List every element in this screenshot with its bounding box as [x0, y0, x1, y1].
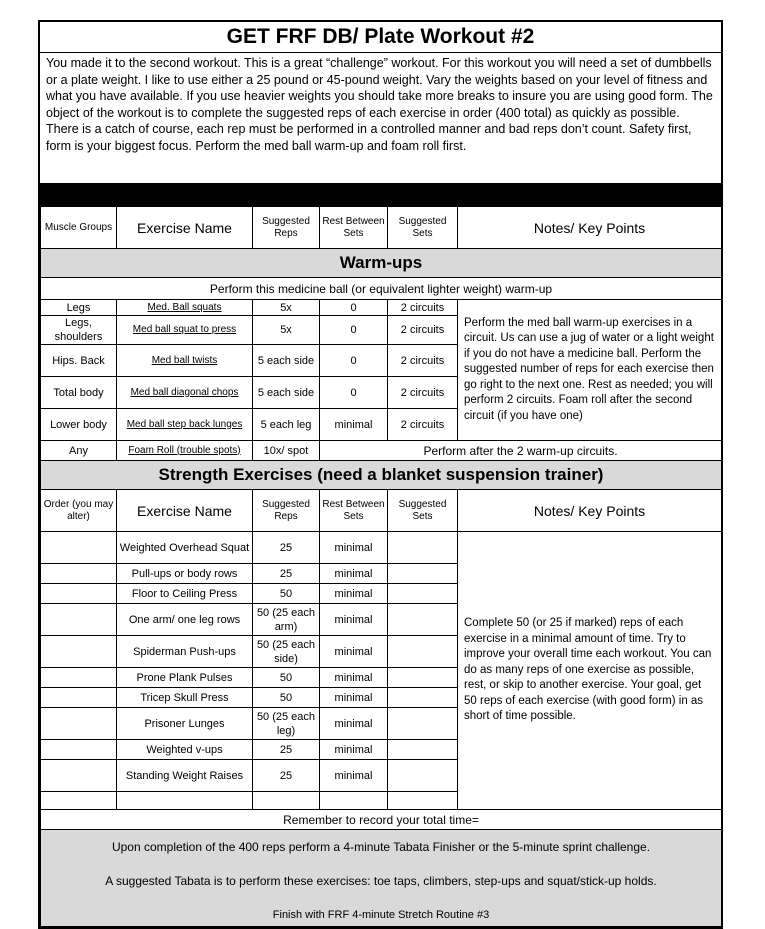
header-suggested-sets: Suggested Sets [388, 490, 458, 532]
sets [388, 792, 458, 810]
exercise-name: One arm/ one leg rows [117, 604, 253, 636]
workout-document [38, 20, 723, 929]
warmups-subtitle: Perform this medicine ball (or equivalent lighter weight) warm-up [41, 278, 722, 300]
rest: minimal [320, 636, 388, 668]
muscle-group: Legs [41, 300, 117, 316]
reps: 10x/ spot [253, 441, 320, 461]
black-divider-bar [40, 184, 721, 206]
header-notes: Notes/ Key Points [458, 207, 722, 249]
strength-row [41, 532, 722, 564]
reps: 50 [253, 668, 320, 688]
sets [388, 604, 458, 636]
rest [320, 792, 388, 810]
reps: 50 (25 each side) [253, 636, 320, 668]
exercise-name: Floor to Ceiling Press [117, 584, 253, 604]
rest: minimal [320, 688, 388, 708]
header-notes: Notes/ Key Points [458, 490, 722, 532]
exercise-name: Weighted v-ups [117, 740, 253, 760]
exercise-name: Pull-ups or body rows [117, 564, 253, 584]
sets: 2 circuits [388, 345, 458, 377]
record-time-line: Remember to record your total time= [41, 810, 722, 830]
header-suggested-sets: Suggested Sets [388, 207, 458, 249]
order-cell [41, 584, 117, 604]
warmup-header-row [41, 207, 722, 249]
footer-line-1: Upon completion of the 400 reps perform a 4-minute Tabata Finisher or the 5-minute sprint challenge. [111, 840, 651, 854]
rest: minimal [320, 532, 388, 564]
rest: 0 [320, 316, 388, 345]
header-muscle-groups: Muscle Groups [41, 207, 117, 249]
header-order: Order (you may alter) [41, 490, 117, 532]
order-cell [41, 604, 117, 636]
footer-line-2: A suggested Tabata is to perform these exercises: toe taps, climbers, step-ups and squat/stick-up holds. [105, 874, 657, 888]
rest: minimal [320, 760, 388, 792]
sets: 2 circuits [388, 300, 458, 316]
exercise-name: Prisoner Lunges [117, 708, 253, 740]
strength-section-title: Strength Exercises (need a blanket suspension trainer) [41, 461, 722, 490]
workout-table [40, 206, 722, 927]
page-title: GET FRF DB/ Plate Workout #2 [40, 22, 721, 53]
exercise-link[interactable]: Foam Roll (trouble spots) [117, 441, 253, 461]
rest: minimal [320, 708, 388, 740]
warmup-notes: Perform the med ball warm-up exercises in a circuit. Us can use a jug of water or a light weight if you do not have a medicine ball. Perform the suggested number of reps for each exercise then go right to the next one. Rest as needed; you will perform 2 circuits. Foam roll after the second circuit (if you have one) [458, 300, 722, 441]
intro-paragraph: You made it to the second workout. This is a great “challenge” workout. For this workout you will need a set of dumbbells or a plate weight. I like to use either a 25 pound or 45-pound weight. Vary the weights based on your level of fitness and what you have available. If you use heavier weights you should take more breaks to insure you are using good form. The object of the workout is to complete the suggested reps of each exercise in order (400 total) as quickly as possible. There is a catch of course, each rep must be performed in a controlled manner and bad reps don’t count. Safety first, form is your biggest focus. Perform the med ball warm-up and foam roll first. [40, 53, 721, 184]
sets [388, 760, 458, 792]
order-cell [41, 668, 117, 688]
rest: minimal [320, 409, 388, 441]
warmup-row [41, 300, 722, 316]
sets: 2 circuits [388, 316, 458, 345]
foam-roll-row [41, 441, 722, 461]
reps: 50 (25 each arm) [253, 604, 320, 636]
muscle-group: Any [41, 441, 117, 461]
sets [388, 688, 458, 708]
reps: 25 [253, 564, 320, 584]
order-cell [41, 564, 117, 584]
rest: minimal [320, 564, 388, 584]
header-exercise-name: Exercise Name [117, 207, 253, 249]
sets [388, 532, 458, 564]
footer-line-3: Finish with FRF 4-minute Stretch Routine #3 [272, 909, 490, 921]
header-rest-between-sets: Rest Between Sets [320, 490, 388, 532]
sets [388, 584, 458, 604]
strength-header-row [41, 490, 722, 532]
muscle-group: Legs, shoulders [41, 316, 117, 345]
foam-roll-note: Perform after the 2 warm-up circuits. [320, 441, 722, 461]
exercise-link[interactable]: Med ball squat to press [117, 316, 253, 345]
sets: 2 circuits [388, 377, 458, 409]
exercise-link[interactable]: Med ball twists [117, 345, 253, 377]
exercise-link[interactable]: Med. Ball squats [117, 300, 253, 316]
reps: 25 [253, 760, 320, 792]
rest: minimal [320, 740, 388, 760]
rest: minimal [320, 604, 388, 636]
sets [388, 636, 458, 668]
exercise-link[interactable]: Med ball step back lunges [117, 409, 253, 441]
header-rest-between-sets: Rest Between Sets [320, 207, 388, 249]
reps: 5 each side [253, 377, 320, 409]
header-suggested-reps: Suggested Reps [253, 490, 320, 532]
order-cell [41, 688, 117, 708]
order-cell [41, 760, 117, 792]
rest: 0 [320, 300, 388, 316]
order-cell [41, 792, 117, 810]
exercise-name: Tricep Skull Press [117, 688, 253, 708]
muscle-group: Total body [41, 377, 117, 409]
header-suggested-reps: Suggested Reps [253, 207, 320, 249]
reps: 50 [253, 688, 320, 708]
header-exercise-name: Exercise Name [117, 490, 253, 532]
order-cell [41, 740, 117, 760]
sets: 2 circuits [388, 409, 458, 441]
sets [388, 708, 458, 740]
exercise-name: Prone Plank Pulses [117, 668, 253, 688]
exercise-name: Weighted Overhead Squat [117, 532, 253, 564]
reps: 5 each leg [253, 409, 320, 441]
order-cell [41, 532, 117, 564]
reps: 5x [253, 300, 320, 316]
strength-notes: Complete 50 (or 25 if marked) reps of each exercise in a minimal amount of time. Try to improve your overall time each workout. You can do as many reps of one exercise as possible, rest, or skip to another exercise. Your goal, get 50 reps of each exercise (with good form) in as short of time possible. [458, 532, 722, 810]
muscle-group: Hips. Back [41, 345, 117, 377]
reps: 5x [253, 316, 320, 345]
rest: minimal [320, 668, 388, 688]
reps: 25 [253, 532, 320, 564]
reps: 50 [253, 584, 320, 604]
exercise-link[interactable]: Med ball diagonal chops [117, 377, 253, 409]
reps: 25 [253, 740, 320, 760]
order-cell [41, 636, 117, 668]
reps: 5 each side [253, 345, 320, 377]
rest: 0 [320, 345, 388, 377]
footer-box [41, 830, 722, 927]
sets [388, 668, 458, 688]
reps: 50 (25 each leg) [253, 708, 320, 740]
rest: minimal [320, 584, 388, 604]
sets [388, 564, 458, 584]
sets [388, 740, 458, 760]
order-cell [41, 708, 117, 740]
rest: 0 [320, 377, 388, 409]
exercise-name: Standing Weight Raises [117, 760, 253, 792]
muscle-group: Lower body [41, 409, 117, 441]
exercise-name: Spiderman Push-ups [117, 636, 253, 668]
warmups-section-title: Warm-ups [41, 249, 722, 278]
exercise-name [117, 792, 253, 810]
reps [253, 792, 320, 810]
